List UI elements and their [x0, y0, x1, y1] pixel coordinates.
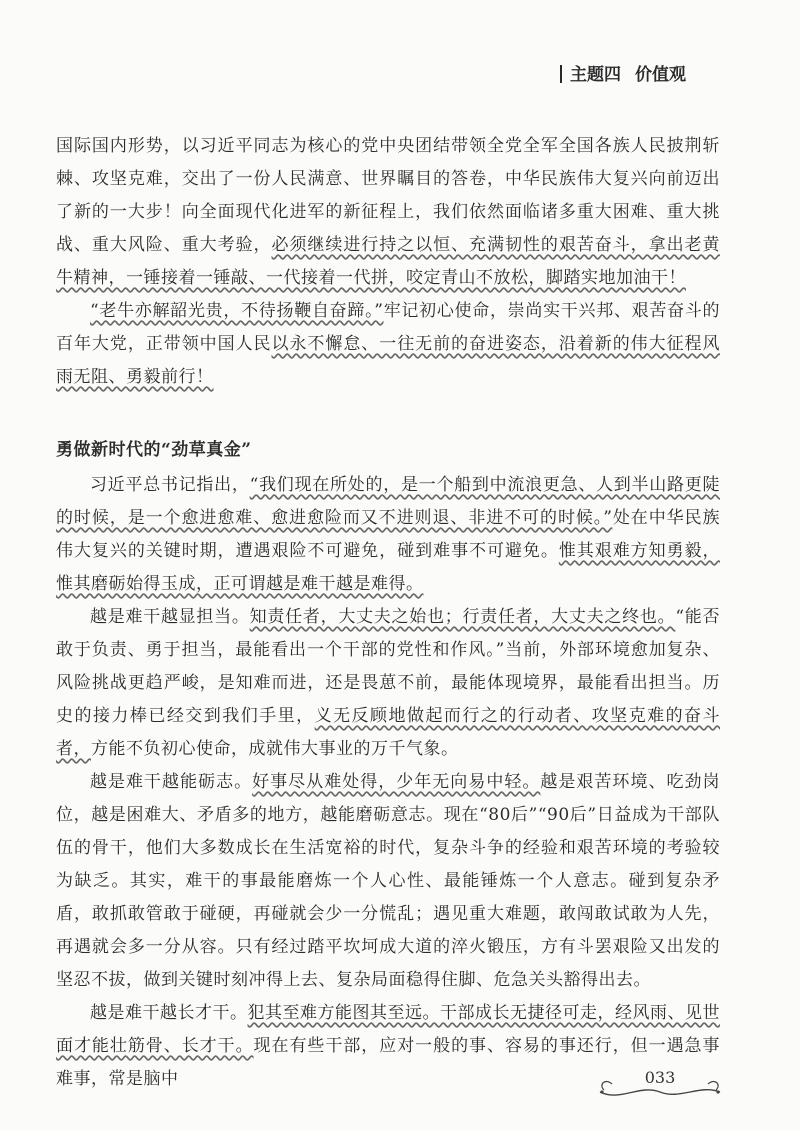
- p3-underlined: 惟其艰难方知勇毅，惟其磨砺始得玉成，正可谓越是难干越是难得。: [56, 541, 721, 594]
- p1-text: 国际国内形势，以习近平同志为核心的党中央团结带领全党全军全国各族人民披荆斩棘、攻坚克难，交出了一份人民满意、世界瞩目的答卷，中华民族伟大复兴向前迈出了新的一大步！向全面现代化进军的新征程上，我们依然面临诸多重大困难、重大挑战、重大风险、重大考验，: [56, 136, 720, 255]
- p5-lead: 越是难干越能砺志。: [90, 772, 253, 792]
- p5-text: 越是艰苦环境、吃劲岗位，越是困难大、矛盾多的地方，越能磨砺意志。现在“80后”“90后”日益成为干部队伍的骨干，他们大多数成长在生活宽裕的时代，复杂斗争的经验和艰苦环境的考验较为缺乏。其实，难干的事最能磨炼一个人心性、最能锤炼一个人意志。碰到复杂矛盾，敢抓敢管敢于碰硬，再碰就会少一分慌乱；遇见重大难题，敢闯敢试敢为人先，再遇就会多一分从容。只有经过踏平坎坷成大道的淬火锻压，方有斗罢艰险又出发的坚忍不拔，做到关键时刻冲得上去、复杂局面稳得住脚、危急关头豁得出去。: [56, 772, 721, 990]
- page-number: 033: [644, 1068, 676, 1087]
- header-topic: 价值观: [635, 65, 686, 85]
- paragraph-5: [56, 766, 720, 997]
- p5-quote: 好事尽从难处得，少年无向易中轻。: [252, 772, 541, 792]
- running-header: [560, 60, 770, 90]
- header-bar: [560, 65, 562, 83]
- header-section: 主题四: [570, 65, 621, 85]
- p2-text: 牢记初心使命，崇尚实干兴邦、艰苦奋斗的百年大党，正带领中国人民: [56, 301, 720, 354]
- paragraph-2: [56, 295, 720, 394]
- body-text: [56, 130, 720, 1096]
- p4-quote: 知责任者，大丈夫之始也；行责任者，大丈夫之终也。: [249, 607, 676, 627]
- p3-text-2: 处在中华民族伟大复兴的关键时期，遭遇艰险不可避免，碰到难事不可避免。: [56, 508, 720, 561]
- p1-underlined: 必须继续进行持之以恒、充满韧性的艰苦奋斗，拿出老黄牛精神，一锤接着一锤敲、一代接着一代拼，咬定青山不放松，脚踏实地加油干！: [56, 235, 720, 288]
- p3-text: 习近平总书记指出，: [90, 475, 250, 495]
- p2-quote: “老牛亦解韶光贵，不待扬鞭自奋蹄。”: [90, 301, 384, 321]
- p4-text: “能否敢于负责、勇于担当，最能看出一个干部的党性和作风。”当前，外部环境愈加复杂、风险挑战更趋严峻，是知难而进，还是畏葸不前，最能体现境界，最能看出担当。历史的接力棒已经交到我们手里，: [56, 607, 721, 726]
- p6-underlined: 犯其至难方能图其至远。干部成长无捷径可走，经风雨、见世面才能壮筋骨、长才干。: [56, 1003, 720, 1056]
- p6-lead: 越是难干越长才干。: [90, 1003, 248, 1023]
- p4-lead: 越是难干越显担当。: [90, 607, 250, 627]
- p3-quote: “我们现在所处的，是一个船到中流浪更急、人到半山路更陡的时候，是一个愈进愈难、愈进愈险而又不进则退、非进不可的时候。”: [56, 475, 720, 528]
- page-footer: [590, 1062, 730, 1102]
- p4-text-2: 方能不负初心使命，成就伟大事业的万千气象。: [91, 739, 459, 759]
- section-title: 勇做新时代的“劲草真金”: [56, 440, 252, 460]
- paragraph-1: [56, 130, 720, 295]
- p6-text: 现在有些干部，应对一般的事、容易的事还行，但一遇急事难事，常是脑中: [56, 1036, 721, 1089]
- p4-underlined: 义无反顾地做起而行之的行动者、攻坚克难的奋斗者，: [56, 706, 721, 759]
- paragraph-3: [56, 469, 720, 601]
- p2-underlined: 以永不懈怠、一往无前的奋进姿态，沿着新的伟大征程风雨无阻、勇毅前行！: [56, 334, 720, 387]
- paragraph-4: [56, 601, 720, 766]
